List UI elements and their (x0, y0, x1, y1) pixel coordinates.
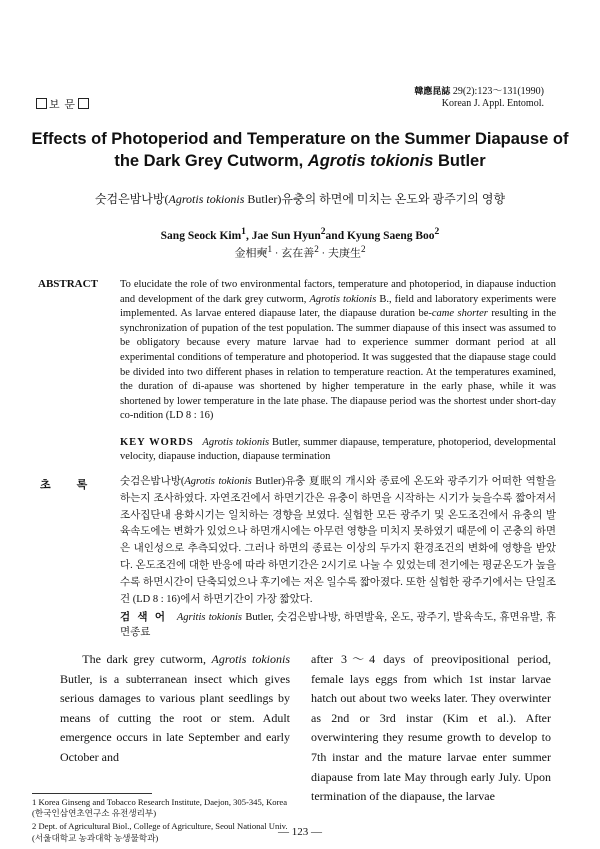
article-title: Effects of Photoperiod and Temperature on the Summer Diapause of the Dark Grey Cutworm, Agrotis tokionis Butler (31, 130, 569, 170)
citation: 29(2):123～131(1990) (452, 86, 544, 97)
abstract-label: ABSTRACT (38, 278, 98, 290)
box-left-icon (36, 98, 47, 109)
footnote-2: 2 Dept. of Agricultural Biol., College of Agriculture, Seoul National Univ. (서울대학교 농과대학 농생물학과) (32, 821, 288, 843)
footnote-divider (32, 793, 152, 794)
keywords: KEY WORDS Agrotis tokionis Butler, summer diapause, temperature, photoperiod, developmental velocity, diapause induction, diapause termination (120, 437, 557, 462)
korean-title: 숫검은밤나방(Agrotis tokionis Butler)유충의 하면에 미치는 온도와 광주기의 영향 (94, 192, 506, 206)
journal-citation (414, 86, 544, 110)
body-right-column: after 3～4 days of preovipositional period, female lays eggs from which 1st instar larvae hatch out about two weeks later. They overwinter as 2nd or 3rd instar (Kim et al.). After overwintering they resume growth to develop to 7th instar and the mature larvae enter summer diapause from late May through early July. Upon termination of the diapause, the larvae (311, 652, 551, 804)
korean-keywords: 검 색 어 Agritis tokionis Butler, 숫검은밤나방, 하면발육, 온도, 광주기, 발육속도, 휴면유발, 휴면종료 (120, 612, 556, 638)
box-right-icon (78, 98, 89, 109)
footnote-1: 1 Korea Ginseng and Tobacco Research Institute, Daejon, 305-345, Korea (한국인삼연초연구소 유전생리부) (32, 797, 288, 819)
body-left-column: The dark grey cutworm, Agrotis tokionis Butler, is a subterranean insect which gives serious damages to various plant seedlings by means of cutting the root or stem. Adult emergence occurs in late September and early October and (60, 652, 291, 764)
footnotes (32, 797, 294, 846)
korean-abstract-text: 숫검은밤나방(Agrotis tokionis Butler)유충 夏眠의 개시와 종료에 온도와 광주기가 어떠한 역할을 하는지 조사하였다. 자연조건에서 하면기간은 유충이 하면을 시작하는 시기가 늦을수록 짧아져서 조사집단내 용화시기는 일치하는 경향을 보였다. 실험한 모든 광주기 및 온도조건에서 유충의 발육속도에는 변화가 있었으나 하면개시에는 아무런 영향을 미치지 못하였기 때문에 이 곤충의 하면은 내인성으로 추측되었다. 그러나 하면의 종료는 이상의 두가지 환경조건의 변화에 영향을 받았다. 온도조건에 대한 반응에 따라 하면기간은 2시기로 나눌 수 있었는데 전기에는 평균온도가 높을수록 하면시간이 단축되었으나 후기에는 저온 일수록 짧아졌다. 또한 실험한 광주기에서는 단일조건 (LD 8 : 16)에서 하면기간이 가장 짧았다. (120, 476, 557, 605)
journal-korean: 韓應昆誌 (414, 87, 451, 97)
author-list-korean: 金相奭$^1$ · 玄在善$^2$ · 夫庚生$^2$ (234, 244, 366, 260)
journal-english: Korean J. Appl. Entomol. (441, 98, 544, 109)
section-label: 보 문 (34, 96, 91, 112)
korean-abstract-label: 초록 (40, 479, 114, 491)
author-list: Sang Seock Kim$^1$, Jae Sun Hyun$^2$and Kyung Saeng Boo$^2$ (160, 226, 440, 242)
abstract-text: To elucidate the role of two environmental factors, temperature and photoperiod, in diapause induction and development of the dark grey cutworm, Agrotis tokionis B., field and laboratory experiments were implemented. As larvae entered diapause later, the diapause duration be-came shorter resulting in the synchronization of pupation of the test population. The summer diapause of this insect was assumed to be obligatory because every mature larvae had to experience summer dormant period at all experimental conditions of temperature and photoperiod. It was suggested that the diapause stage could be divided into two different phases in relation to temperature reaction. At the temperatures examined, the duration of di-apause was shortened by higher temperature in the early phase, while it was shortened by lower temperature in the late phase. The diapause period was the shortest under short-day co-ndition (LD 8 : 16) (120, 279, 556, 422)
page-number: — 123 — (278, 826, 322, 838)
